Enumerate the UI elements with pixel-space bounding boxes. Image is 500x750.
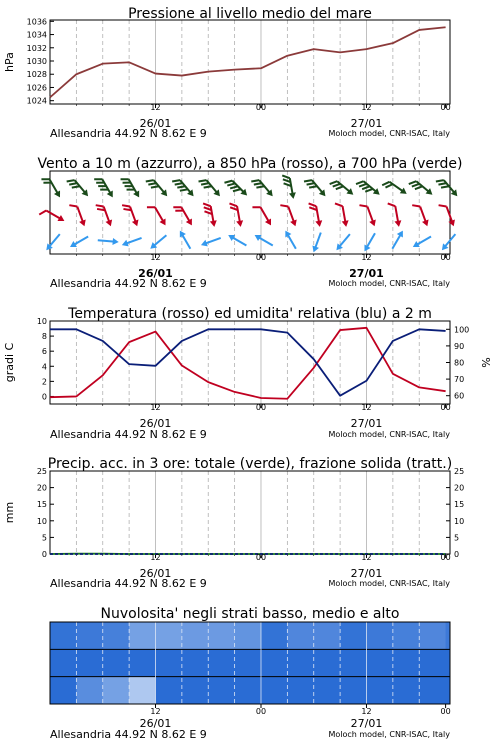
wind-barb: [282, 174, 297, 200]
x-tick-label: 12: [150, 253, 161, 262]
x-tick-label: 00: [440, 253, 451, 262]
wind-barb: [309, 202, 324, 228]
wind-barb: [388, 202, 403, 228]
wind-barb: [177, 229, 194, 251]
wind-barb: [361, 231, 378, 253]
cloud-cell: [393, 649, 420, 676]
x-tick-label: 00: [255, 403, 267, 412]
wind-barb: [147, 202, 169, 229]
y-tick-label: 5: [454, 533, 460, 543]
cloud-cell: [366, 622, 393, 649]
cloud-cell: [50, 649, 77, 676]
wind-barb: [68, 233, 90, 250]
date-label: 26/01: [139, 417, 172, 430]
y-axis-label: hPa: [3, 52, 16, 72]
wind-barb: [199, 175, 223, 201]
plot-frame: [50, 20, 450, 104]
wind-level-3: [44, 229, 458, 254]
x-tick-label: 00: [255, 553, 267, 562]
cloud-cell: [235, 677, 262, 704]
x-tick-label: 12: [361, 403, 372, 412]
x-tick-label: 00: [440, 403, 451, 412]
cloud-cell: [393, 622, 420, 649]
wind-barb: [310, 231, 324, 253]
cloud-cell: [261, 677, 288, 704]
location-label: Allesandria 44.92 N 8.62 E 9: [50, 428, 207, 441]
cloud-cell: [340, 677, 367, 704]
y-tick-label: 15: [36, 500, 47, 510]
wind-barb: [94, 174, 116, 201]
wind-barb: [67, 175, 91, 201]
x-tick-label: 12: [150, 707, 161, 716]
y-tick-label: 10: [454, 516, 465, 526]
cloud-cell: [287, 677, 314, 704]
y-tick-label: 1034: [26, 30, 47, 40]
y-tick-label: 90: [454, 341, 465, 351]
wind-barb: [41, 174, 63, 201]
cloud-cell: [50, 677, 77, 704]
wind-barb: [229, 202, 244, 228]
model-credit: Moloch model, CNR-ISAC, Italy: [328, 129, 450, 138]
location-label: Allesandria 44.92 N 8.62 E 9: [50, 728, 207, 741]
cloud-cell: [261, 649, 288, 676]
wind-barb: [382, 177, 409, 200]
pressure-line: [50, 27, 446, 97]
y-tick-label: 0: [41, 392, 47, 402]
plot-frame: [50, 471, 450, 554]
cloud-cell: [155, 622, 182, 649]
y-tick-label: 25: [36, 467, 47, 476]
y-tick-label: 6: [41, 347, 47, 357]
cloud-cell: [419, 649, 446, 676]
cloud-cell: [103, 649, 130, 676]
wind-barb: [411, 233, 433, 250]
cloud-cell: [235, 622, 262, 649]
wind-barb: [97, 237, 119, 246]
y-tick-label: 2: [41, 377, 47, 387]
y-tick-label: 70: [454, 375, 465, 385]
wind-barb: [409, 176, 435, 200]
wind-barb: [439, 202, 457, 229]
panel-2: [39, 171, 460, 258]
temperature-line: [50, 328, 446, 399]
panel-title: Temperatura (rosso) ed umidita' relativa (blu) a 2 m: [68, 306, 432, 322]
cloud-cell: [287, 622, 314, 649]
location-label: Allesandria 44.92 N 8.62 E 9: [50, 127, 207, 140]
wind-barb: [436, 175, 460, 201]
wind-level-2: [39, 202, 457, 229]
panel-title: Nuvolosita' negli strati basso, medio e alto: [100, 606, 400, 622]
date-label: 26/01: [139, 117, 172, 130]
y-tick-label: 10: [36, 516, 47, 526]
panel-title: Vento a 10 m (azzurro), a 850 hPa (rosso), a 700 hPa (verde): [37, 156, 463, 172]
cloud-cell: [155, 677, 182, 704]
cloud-cell: [103, 622, 130, 649]
panel-title: Precip. acc. in 3 ore: totale (verde), frazione solida (tratt.): [47, 456, 453, 472]
cloud-cell: [314, 677, 341, 704]
cloud-cell: [208, 677, 235, 704]
cloud-cell: [76, 677, 103, 704]
wind-barb: [44, 232, 63, 253]
x-tick-label: 00: [440, 553, 451, 562]
y-tick-label: 5: [41, 533, 47, 543]
wind-barb: [330, 176, 356, 200]
cloud-cell: [50, 622, 77, 649]
cloud-cell: [287, 649, 314, 676]
date-label: 26/01: [139, 567, 172, 580]
date-label: 27/01: [350, 417, 383, 430]
panel-title: Pressione al livello medio del mare: [128, 6, 372, 22]
panel-3: [50, 321, 450, 408]
x-tick-label: 12: [361, 553, 372, 562]
cloud-cell: [182, 622, 209, 649]
y-tick-label: 25: [454, 467, 465, 476]
x-tick-label: 12: [361, 707, 372, 716]
y-tick-label: 1026: [26, 83, 47, 93]
wind-barb: [356, 176, 382, 200]
wind-barb: [39, 205, 66, 227]
cloud-cell: [76, 649, 103, 676]
x-tick-label: 00: [440, 103, 451, 112]
model-credit: Moloch model, CNR-ISAC, Italy: [328, 430, 450, 439]
wind-barb: [224, 175, 249, 200]
cloud-cell: [182, 649, 209, 676]
wind-barb: [173, 202, 195, 229]
y-tick-label: 20: [36, 483, 47, 493]
date-label: 27/01: [350, 567, 383, 580]
cloud-cell: [366, 677, 393, 704]
panel-1: [50, 20, 450, 108]
cloud-cell: [314, 622, 341, 649]
y-tick-label: 20: [454, 483, 465, 493]
cloud-cell: [393, 677, 420, 704]
model-credit: Moloch model, CNR-ISAC, Italy: [328, 730, 450, 739]
x-tick-label: 12: [150, 103, 161, 112]
y-tick-label: 10: [36, 317, 47, 326]
model-credit: Moloch model, CNR-ISAC, Italy: [328, 579, 450, 588]
wind-barb: [172, 175, 196, 201]
y-tick-label: 1036: [26, 17, 47, 27]
wind-barb: [96, 202, 114, 229]
y-tick-label: 1032: [26, 43, 47, 53]
date-label: 27/01: [350, 717, 383, 730]
cloud-cell: [419, 677, 446, 704]
y-tick-label: 80: [454, 358, 465, 368]
wind-barb: [69, 202, 87, 229]
cloud-cell: [208, 622, 235, 649]
wind-barb: [280, 202, 298, 229]
y-tick-label: 0: [454, 550, 460, 559]
wind-barb: [359, 202, 377, 229]
date-label: 27/01: [349, 267, 384, 280]
wind-barb: [226, 232, 248, 249]
location-label: Allesandria 44.92 N 8.62 E 9: [50, 277, 207, 290]
y-tick-label: 1024: [26, 96, 47, 106]
wind-barb: [253, 232, 275, 249]
cloud-cell: [314, 649, 341, 676]
cloud-cell: [208, 649, 235, 676]
cloud-cell: [366, 649, 393, 676]
y-tick-label: 4: [41, 362, 47, 372]
y-tick-label: 1028: [26, 70, 47, 80]
y-axis-label: gradi C: [3, 342, 16, 383]
wind-barb: [146, 175, 170, 201]
wind-barb: [334, 232, 353, 253]
wind-barb: [282, 229, 299, 251]
cloud-cell: [261, 622, 288, 649]
wind-barb: [122, 202, 140, 229]
y-tick-label: 100: [454, 325, 470, 335]
y-axis-label: mm: [3, 501, 16, 524]
panel-5: [50, 622, 451, 708]
y-tick-label: 60: [454, 391, 465, 401]
wind-barb: [121, 174, 143, 201]
y-tick-label: 15: [454, 500, 465, 510]
wind-barb: [304, 175, 328, 201]
wind-barb: [252, 202, 274, 229]
wind-barb: [148, 233, 169, 252]
x-tick-label: 12: [150, 403, 161, 412]
wind-barb: [439, 232, 458, 253]
date-label: 27/01: [350, 117, 383, 130]
panel-4: [50, 471, 450, 558]
cloud-cell: [129, 649, 156, 676]
y-axis-label: %: [480, 357, 493, 368]
x-tick-label: 00: [440, 707, 451, 716]
date-label: 26/01: [139, 717, 172, 730]
y-tick-label: 1030: [26, 57, 47, 67]
x-tick-label: 00: [255, 253, 267, 262]
date-label: 26/01: [138, 267, 173, 280]
cloud-cell: [340, 622, 367, 649]
cloud-cell: [235, 649, 262, 676]
cloud-cell: [76, 622, 103, 649]
cloud-cell: [129, 622, 156, 649]
wind-barb: [251, 175, 275, 201]
cloud-cell: [419, 622, 446, 649]
x-tick-label: 12: [150, 553, 161, 562]
y-tick-label: 8: [41, 332, 47, 342]
wind-level-1: [41, 174, 460, 201]
x-tick-label: 12: [361, 253, 372, 262]
wind-barb: [200, 235, 222, 249]
cloud-cell: [155, 649, 182, 676]
cloud-cell: [182, 677, 209, 704]
cloud-cell: [129, 677, 156, 704]
wind-barb: [335, 202, 350, 228]
plot-frame: [50, 321, 450, 404]
x-tick-label: 00: [255, 707, 267, 716]
wind-barb: [412, 202, 430, 229]
location-label: Allesandria 44.92 N 8.62 E 9: [50, 577, 207, 590]
cloud-cell: [103, 677, 130, 704]
wind-barb: [389, 229, 406, 251]
wind-barb: [121, 235, 143, 249]
x-tick-label: 00: [255, 103, 267, 112]
model-credit: Moloch model, CNR-ISAC, Italy: [328, 279, 450, 288]
x-tick-label: 12: [361, 103, 372, 112]
cloud-cell: [340, 649, 367, 676]
wind-barb: [203, 202, 218, 228]
y-tick-label: 0: [41, 550, 47, 559]
